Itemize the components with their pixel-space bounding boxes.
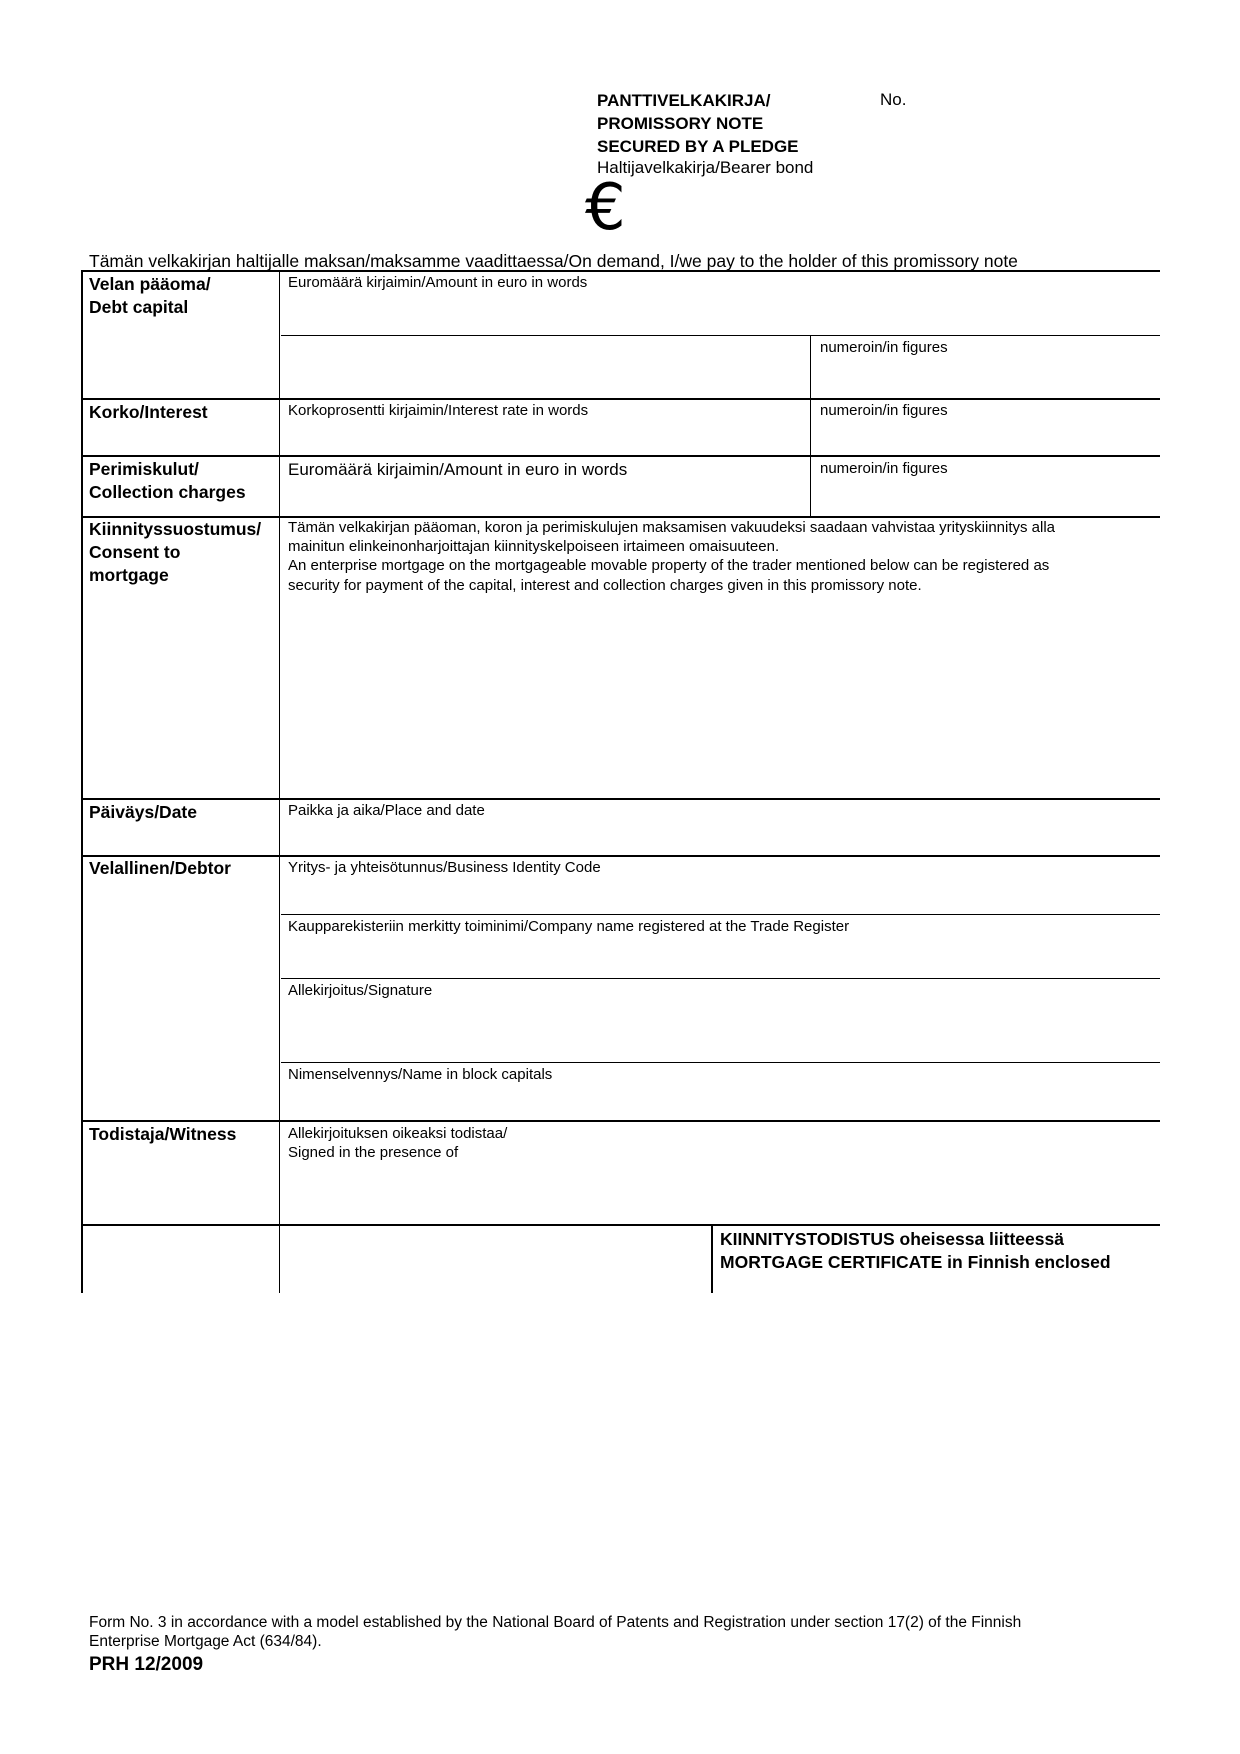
row-divider-date <box>81 798 1160 800</box>
collection-figures-hint: numeroin/in figures <box>820 460 948 477</box>
form-code: PRH 12/2009 <box>89 1654 204 1675</box>
consent-label-2: Consent to <box>89 542 181 562</box>
capital-inner-divider <box>281 335 1160 336</box>
title-en-line-1: PROMISSORY NOTE <box>597 114 764 133</box>
figures-column-divider-a <box>810 335 811 455</box>
certificate-line-2: MORTGAGE CERTIFICATE in Finnish enclosed <box>720 1252 1111 1272</box>
row-divider-certificate <box>81 1224 1160 1226</box>
capital-words-hint: Euromäärä kirjaimin/Amount in euro in words <box>288 274 588 291</box>
footer-note-1: Form No. 3 in accordance with a model established by the National Board of Patents and Registration under section 17(2) of the Finnish <box>89 1614 1022 1631</box>
debtor-divider-1 <box>281 914 1160 915</box>
date-hint: Paikka ja aika/Place and date <box>288 802 485 819</box>
footer-note-2: Enterprise Mortgage Act (634/84). <box>89 1633 322 1650</box>
capital-label-2: Debt capital <box>89 297 189 317</box>
witness-hint-1: Allekirjoituksen oikeaksi todistaa/ <box>288 1125 508 1142</box>
title-fi: PANTTIVELKAKIRJA/ <box>597 91 771 110</box>
row-divider-witness <box>81 1120 1160 1122</box>
consent-text-en-2: security for payment of the capital, interest and collection charges given in this promissory note. <box>288 577 922 594</box>
number-label: No. <box>880 90 907 109</box>
date-label: Päiväys/Date <box>89 802 197 822</box>
title-en-line-2: SECURED BY A PLEDGE <box>597 137 799 156</box>
consent-text-en-1: An enterprise mortgage on the mortgageable movable property of the trader mentioned below can be registered as <box>288 557 1050 574</box>
certificate-divider <box>711 1224 713 1293</box>
witness-hint-2: Signed in the presence of <box>288 1144 459 1161</box>
collection-label-1: Perimiskulut/ <box>89 459 199 479</box>
interest-figures-hint: numeroin/in figures <box>820 402 948 419</box>
euro-icon: € <box>585 171 626 245</box>
consent-text-fi-1: Tämän velkakirjan pääoman, koron ja perimiskulujen maksamisen vakuudeksi saadaan vahvistaa yrityskiinnitys alla <box>288 519 1056 536</box>
signature-hint: Allekirjoitus/Signature <box>288 982 433 999</box>
subtitle: Haltijavelkakirja/Bearer bond <box>597 158 814 177</box>
row-divider-debtor <box>81 855 1160 857</box>
certificate-line-1: KIINNITYSTODISTUS oheisessa liitteessä <box>720 1229 1064 1249</box>
name-block-capitals-hint: Nimenselvennys/Name in block capitals <box>288 1066 553 1083</box>
collection-words-hint: Euromäärä kirjaimin/Amount in euro in words <box>288 460 628 479</box>
capital-figures-hint: numeroin/in figures <box>820 339 948 356</box>
consent-label-3: mortgage <box>89 565 169 585</box>
consent-label-1: Kiinnityssuostumus/ <box>89 519 262 539</box>
company-name-hint: Kaupparekisteriin merkitty toiminimi/Company name registered at the Trade Register <box>288 918 850 935</box>
debtor-divider-2 <box>281 978 1160 979</box>
interest-words-hint: Korkoprosentti kirjaimin/Interest rate in words <box>288 402 589 419</box>
row-divider-interest <box>81 398 1160 400</box>
figures-column-divider-b <box>810 455 811 516</box>
label-column-divider <box>279 270 280 1293</box>
collection-label-2: Collection charges <box>89 482 246 502</box>
row-divider-collection <box>81 455 1160 457</box>
business-id-hint: Yritys- ja yhteisötunnus/Business Identity Code <box>288 859 601 876</box>
demand-text: Tämän velkakirjan haltijalle maksan/maksamme vaadittaessa/On demand, I/we pay to the holder of this promissory note <box>89 251 1018 271</box>
consent-text-fi-2: mainitun elinkeinonharjoittajan kiinnityskelpoiseen irtaimeen omaisuuteen. <box>288 538 780 555</box>
witness-label: Todistaja/Witness <box>89 1124 237 1144</box>
interest-label: Korko/Interest <box>89 402 208 422</box>
capital-label-1: Velan pääoma/ <box>89 274 211 294</box>
table-top-border <box>81 270 1160 272</box>
table-left-border <box>81 270 83 1293</box>
debtor-label: Velallinen/Debtor <box>89 858 231 878</box>
debtor-divider-3 <box>281 1062 1160 1063</box>
